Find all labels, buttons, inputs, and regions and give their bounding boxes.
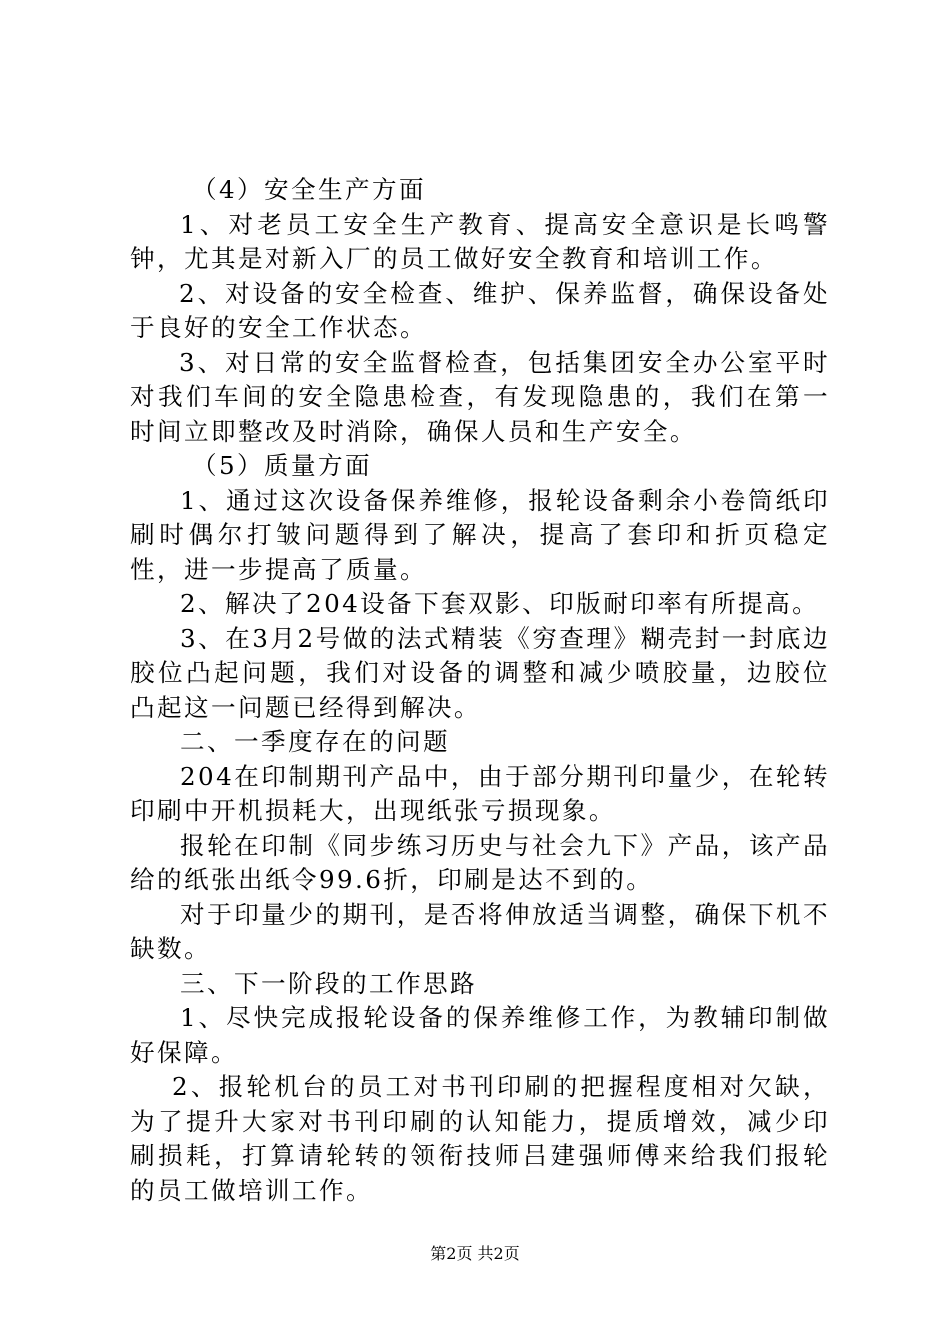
document-body [130,173,830,1208]
paragraph: 2、对设备的安全检查、维护、保养监督，确保设备处于良好的安全工作状态。 [130,278,830,342]
paragraph: 对于印量少的期刊，是否将伸放适当调整，确保下机不缺数。 [130,899,830,963]
section-heading-next-steps: 三、下一阶段的工作思路 [180,968,477,998]
paragraph: 2、解决了204设备下套双影、印版耐印率有所提高。 [180,589,820,618]
section-heading-safety: （4）安全生产方面 [192,175,426,204]
paragraph: 1、尽快完成报轮设备的保养维修工作，为教辅印制做好保障。 [130,1003,830,1067]
paragraph: 3、对日常的安全监督检查，包括集团安全办公室平时对我们车间的安全隐患检查，有发现隐患的，我们在第一时间立即整改及时消除，确保人员和生产安全。 [130,347,830,446]
paragraph: 204在印制期刊产品中，由于部分期刊印量少，在轮转印刷中开机损耗大，出现纸张亏损现象。 [130,761,830,825]
paragraph: 3、在3月2号做的法式精装《穷查理》糊壳封一封底边胶位凸起问题，我们对设备的调整和减少喷胶量，边胶位凸起这一问题已经得到解决。 [130,623,830,722]
section-heading-problems: 二、一季度存在的问题 [180,727,450,756]
paragraph: 报轮在印制《同步练习历史与社会九下》产品，该产品给的纸张出纸令99.6折，印刷是达不到的。 [130,830,830,894]
section-heading-quality: （5）质量方面 [192,451,373,480]
paragraph: 2、报轮机台的员工对书刊印刷的把握程度相对欠缺，为了提升大家对书刊印刷的认知能力，提质增效，减少印刷损耗，打算请轮转的领衔技师吕建强师傅来给我们报轮的员工做培训工作。 [130,1072,830,1205]
paragraph: 1、通过这次设备保养维修，报轮设备剩余小卷筒纸印刷时偶尔打皱问题得到了解决，提高了套印和折页稳定性，进一步提高了质量。 [130,485,830,584]
page-footer: 第2页 共2页 [430,1244,520,1263]
paragraph: 1、对老员工安全生产教育、提高安全意识是长鸣警钟，尤其是对新入厂的员工做好安全教育和培训工作。 [130,209,830,273]
